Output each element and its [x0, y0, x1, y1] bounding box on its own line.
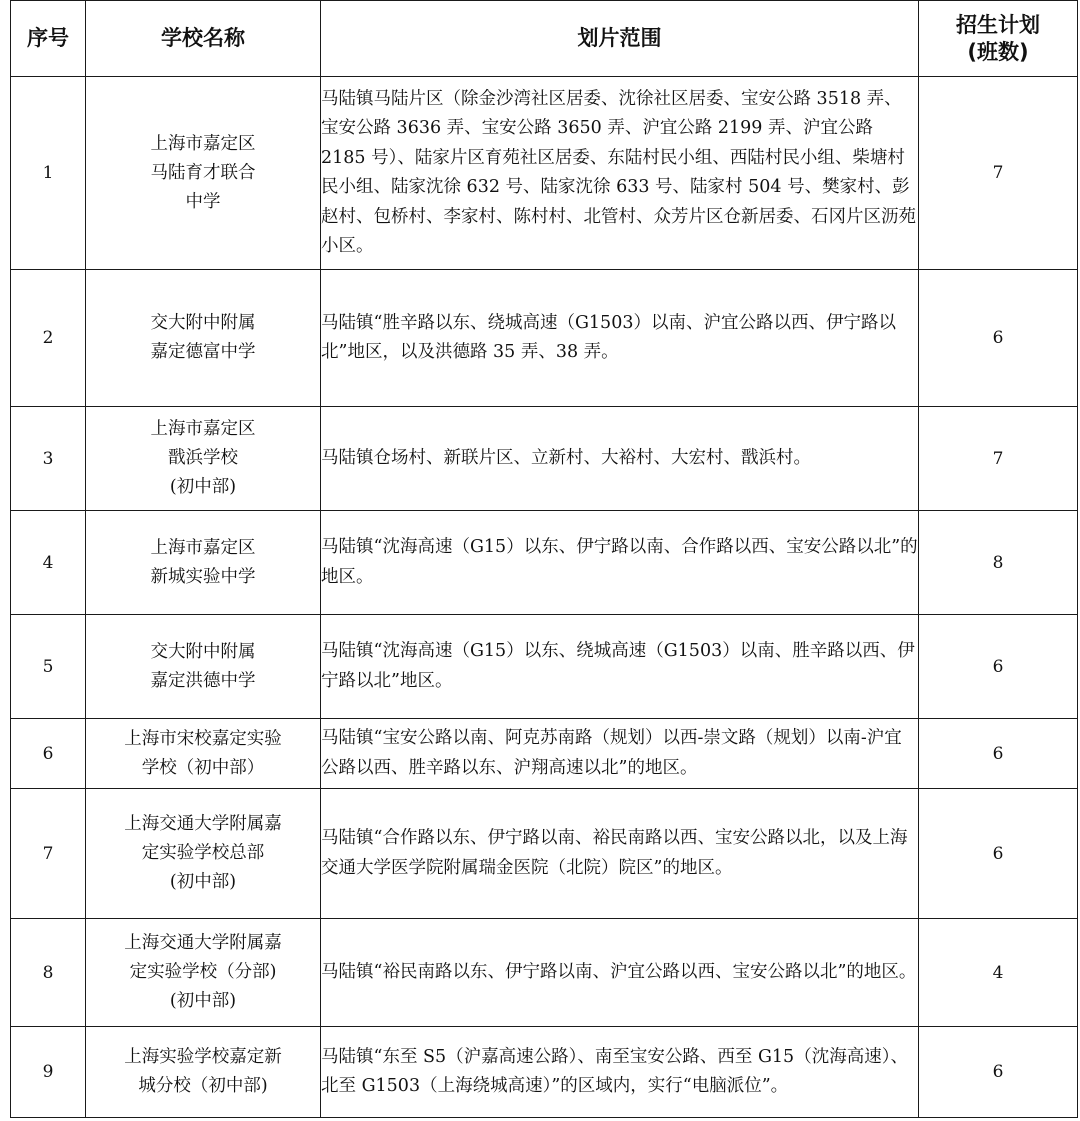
- school-name: [86, 270, 321, 407]
- row-no: 2: [11, 270, 86, 407]
- school-name-line: 交大附中附属: [150, 313, 256, 333]
- school-name-line: (初中部): [169, 477, 237, 497]
- table-row: [11, 1027, 1078, 1118]
- district-scope: 马陆镇“宝安公路以南、阿克苏南路（规划）以西-崇文路（规划）以南-沪宜公路以西、胜辛路以东、沪翔高速以北”的地区。: [321, 719, 919, 789]
- header-school: 学校名称: [86, 1, 321, 77]
- row-no: 4: [11, 511, 86, 615]
- table-row: [11, 919, 1078, 1027]
- enroll-plan: 8: [919, 511, 1078, 615]
- school-name-line: 上海市嘉定区: [150, 133, 256, 154]
- table-row: [11, 719, 1078, 789]
- enroll-plan: 7: [919, 407, 1078, 511]
- school-name: [86, 77, 321, 270]
- table-row: [11, 77, 1078, 270]
- enroll-plan: 7: [919, 77, 1078, 270]
- header-scope: 划片范围: [321, 1, 919, 77]
- district-scope: 马陆镇仓场村、新联片区、立新村、大裕村、大宏村、戬浜村。: [321, 407, 919, 511]
- district-scope: 马陆镇“合作路以东、伊宁路以南、裕民南路以西、宝安公路以北，以及上海交通大学医学院附属瑞金医院（北院）院区”的地区。: [321, 789, 919, 919]
- row-no: 9: [11, 1027, 86, 1118]
- enroll-plan: 6: [919, 615, 1078, 719]
- table-row: [11, 615, 1078, 719]
- enroll-plan: 4: [919, 919, 1078, 1027]
- school-name: [86, 407, 321, 511]
- row-no: 1: [11, 77, 86, 270]
- school-name-line: 定实验学校总部: [141, 843, 265, 863]
- district-scope: 马陆镇“胜辛路以东、绕城高速（G1503）以南、沪宜公路以西、伊宁路以北”地区，以及洪德路 35 弄、38 弄。: [321, 270, 919, 407]
- school-name: [86, 1027, 321, 1118]
- enroll-plan: 6: [919, 789, 1078, 919]
- school-name: [86, 719, 321, 789]
- district-scope: 马陆镇“东至 S5（沪嘉高速公路）、南至宝安公路、西至 G15（沈海高速）、北至 G1503（上海绕城高速）”的区域内，实行“电脑派位”。: [321, 1027, 919, 1118]
- school-name: [86, 919, 321, 1027]
- table-row: [11, 270, 1078, 407]
- school-name-line: 上海交通大学附属嘉: [124, 933, 282, 953]
- school-name-line: 新城实验中学: [150, 566, 256, 587]
- school-name-line: (初中部): [169, 991, 237, 1011]
- school-name-line: 戬浜学校: [168, 448, 238, 468]
- district-scope: 马陆镇“沈海高速（G15）以东、绕城高速（G1503）以南、胜辛路以西、伊宁路以北”地区。: [321, 615, 919, 719]
- district-scope: 马陆镇“裕民南路以东、伊宁路以南、沪宜公路以西、宝安公路以北”的地区。: [321, 919, 919, 1027]
- enroll-plan: 6: [919, 270, 1078, 407]
- school-name-line: 交大附中附属: [150, 641, 256, 662]
- header-plan: [919, 1, 1078, 77]
- school-name-line: 嘉定德富中学: [150, 342, 256, 362]
- enroll-plan: 6: [919, 1027, 1078, 1118]
- row-no: 5: [11, 615, 86, 719]
- row-no: 6: [11, 719, 86, 789]
- district-scope: 马陆镇“沈海高速（G15）以东、伊宁路以南、合作路以西、宝安公路以北”的地区。: [321, 511, 919, 615]
- school-name-line: 上海市嘉定区: [150, 537, 256, 558]
- school-name-line: 马陆育才联合: [150, 162, 256, 183]
- row-no: 3: [11, 407, 86, 511]
- school-name-line: 上海交通大学附属嘉: [124, 814, 282, 834]
- enrollment-table: [10, 0, 1078, 1118]
- school-name-line: 嘉定洪德中学: [150, 670, 256, 691]
- table-row: [11, 789, 1078, 919]
- school-name: [86, 789, 321, 919]
- school-name-line: 中学: [185, 191, 221, 212]
- school-name: [86, 615, 321, 719]
- district-scope: 马陆镇马陆片区（除金沙湾社区居委、沈徐社区居委、宝安公路 3518 弄、宝安公路 3636 弄、宝安公路 3650 弄、沪宜公路 2199 弄、沪宜公路 2185 号）、陆家片区育苑社区居委、东陆村民小组、西陆村民小组、柴塘村民小组、陆家沈徐 632 号、陆家沈徐 633 号、陆家村 504 号、樊家村、彭赵村、包桥村、李家村、陈村村、北管村、众芳片区仓新居委、石冈片区沥苑小区。: [321, 77, 919, 270]
- header-plan-line2: (班数): [967, 39, 1029, 64]
- school-name-line: 上海实验学校嘉定新: [124, 1047, 282, 1067]
- school-name-line: 上海市嘉定区: [150, 419, 256, 439]
- school-name-line: (初中部): [169, 872, 237, 892]
- school-name-line: 城分校（初中部): [138, 1076, 268, 1096]
- table-row: [11, 407, 1078, 511]
- table-row: [11, 511, 1078, 615]
- row-no: 8: [11, 919, 86, 1027]
- school-name-line: 上海市宋校嘉定实验: [124, 728, 282, 749]
- header-no: 序号: [11, 1, 86, 77]
- school-name-line: 学校（初中部）: [141, 757, 265, 778]
- school-name-line: 定实验学校（分部): [129, 962, 277, 982]
- header-plan-line1: 招生计划: [956, 12, 1040, 37]
- school-name: [86, 511, 321, 615]
- row-no: 7: [11, 789, 86, 919]
- enroll-plan: 6: [919, 719, 1078, 789]
- header-row: [11, 1, 1078, 77]
